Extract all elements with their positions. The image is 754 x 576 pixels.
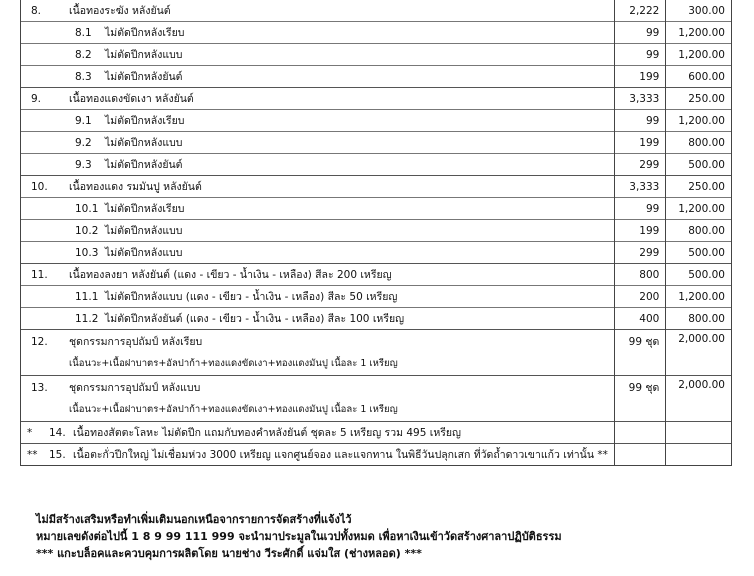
price-cell: 1,200.00 <box>666 198 732 220</box>
item-cell <box>21 286 615 308</box>
item-cell <box>21 88 615 110</box>
table-row <box>21 376 732 422</box>
item-number: 8.2 <box>75 49 92 61</box>
table-row <box>21 264 732 286</box>
item-cell <box>21 264 615 286</box>
item-cell <box>21 242 615 264</box>
table-row <box>21 132 732 154</box>
item-detail: เนื้อนวะ+เนื้อฝาบาตร+อัลปาก้า+ทองแดงขัดเงา+ทองแดงมันปู เนื้อละ 1 เหรียญ <box>69 404 398 415</box>
price-cell: 250.00 <box>666 176 732 198</box>
item-number: 11. <box>31 269 48 281</box>
price-cell: 500.00 <box>666 154 732 176</box>
price-cell <box>666 422 732 444</box>
table-row <box>21 110 732 132</box>
footer-notes <box>36 511 562 562</box>
item-name: ไม่ตัดปีกหลังยันต์ <box>105 71 183 83</box>
item-name: ชุดกรรมการอุปถัมป์ หลังแบบ <box>69 382 201 394</box>
price-cell: 800.00 <box>666 220 732 242</box>
footer-line-2: หมายเลขดังต่อไปนี้ 1 8 9 99 111 999 จะนำมาประมูลในเวปทั้งหมด เพื่อหาเงินเข้าวัดสร้างศาลาปฏิบัติธรรม <box>36 530 562 543</box>
table-row <box>21 444 732 466</box>
item-cell <box>21 308 615 330</box>
item-number: 9.2 <box>75 137 92 149</box>
quantity-cell: 199 <box>614 66 665 88</box>
item-number: 13. <box>31 382 48 394</box>
item-cell <box>21 220 615 242</box>
quantity-cell <box>614 444 665 466</box>
item-name: ไม่ตัดปีกหลังเรียบ <box>105 203 185 215</box>
quantity-cell: 3,333 <box>614 88 665 110</box>
quantity-cell: 199 <box>614 132 665 154</box>
item-number: 9.1 <box>75 115 92 127</box>
quantity-cell: 99 <box>614 22 665 44</box>
price-table <box>20 0 732 466</box>
price-cell: 800.00 <box>666 132 732 154</box>
quantity-cell: 400 <box>614 308 665 330</box>
item-cell <box>21 444 615 466</box>
item-cell <box>21 422 615 444</box>
quantity-cell: 299 <box>614 154 665 176</box>
price-cell: 800.00 <box>666 308 732 330</box>
item-name: ไม่ตัดปีกหลังเรียบ <box>105 115 185 127</box>
item-number: 10.1 <box>75 203 99 215</box>
item-name: ไม่ตัดปีกหลังแบบ <box>105 137 183 149</box>
item-number: 14. <box>49 427 66 439</box>
item-name: เนื้อทองลงยา หลังยันต์ (แดง - เขียว - น้ำเงิน - เหลือง) สีละ 200 เหรียญ <box>69 269 392 281</box>
table-row <box>21 330 732 376</box>
item-name: เนื้อทองแดงขัดเงา หลังยันต์ <box>69 93 194 105</box>
table-row <box>21 0 732 22</box>
item-number: 8.1 <box>75 27 92 39</box>
note-mark: ** <box>27 449 38 461</box>
item-number: 12. <box>31 336 48 348</box>
price-cell: 250.00 <box>666 88 732 110</box>
quantity-cell: 200 <box>614 286 665 308</box>
item-name: เนื้อทองสัตตะโลหะ ไม่ตัดปีก แถมกับทองคำหลังยันต์ ชุดละ 5 เหรียญ รวม 495 เหรียญ <box>73 427 461 439</box>
item-cell <box>21 330 615 376</box>
item-cell <box>21 66 615 88</box>
item-detail: เนื้อนวะ+เนื้อฝาบาตร+อัลปาก้า+ทองแดงขัดเงา+ทองแดงมันปู เนื้อละ 1 เหรียญ <box>69 358 398 369</box>
quantity-cell: 99 ชุด <box>614 376 665 422</box>
table-row <box>21 422 732 444</box>
item-cell <box>21 22 615 44</box>
quantity-cell: 2,222 <box>614 0 665 22</box>
item-name: ชุดกรรมการอุปถัมป์ หลังเรียบ <box>69 336 203 348</box>
table-row <box>21 198 732 220</box>
item-name: ไม่ตัดปีกหลังยันต์ (แดง - เขียว - น้ำเงิน - เหลือง) สีละ 100 เหรียญ <box>105 313 405 325</box>
quantity-cell: 3,333 <box>614 176 665 198</box>
table-row <box>21 154 732 176</box>
item-number: 10. <box>31 181 48 193</box>
quantity-cell: 299 <box>614 242 665 264</box>
item-number: 8.3 <box>75 71 92 83</box>
table-row <box>21 88 732 110</box>
table-row <box>21 44 732 66</box>
price-cell: 1,200.00 <box>666 110 732 132</box>
table-row <box>21 66 732 88</box>
item-name: เนื้อทองแดง รมมันปู หลังยันต์ <box>69 181 202 193</box>
item-number: 10.2 <box>75 225 99 237</box>
price-cell: 500.00 <box>666 242 732 264</box>
item-number: 15. <box>49 449 66 461</box>
price-cell: 600.00 <box>666 66 732 88</box>
item-name: ไม่ตัดปีกหลังแบบ <box>105 247 183 259</box>
footer-line-3: *** แกะบล็อคและควบคุมการผลิตโดย นายช่าง วีระศักดิ์ แจ่มใส (ช่างหลอด) *** <box>36 547 422 560</box>
item-name: เนื้อทองระฆัง หลังยันต์ <box>69 5 171 17</box>
price-cell <box>666 444 732 466</box>
item-cell <box>21 376 615 422</box>
quantity-cell: 99 ชุด <box>614 330 665 376</box>
price-cell: 300.00 <box>666 0 732 22</box>
price-cell: 500.00 <box>666 264 732 286</box>
item-name: เนื้อตะกั่วปีกใหญ่ ไม่เชื่อมห่วง 3000 เหรียญ แจกศูนย์จอง และแจกทาน ในพิธีวันปลุกเสก ที่วัดถ้ำดาวเขาแก้ว เท่านั้น ** <box>73 449 608 461</box>
item-name: ไม่ตัดปีกหลังยันต์ <box>105 159 183 171</box>
item-number: 9. <box>31 93 42 105</box>
item-number: 10.3 <box>75 247 99 259</box>
item-cell <box>21 176 615 198</box>
quantity-cell: 99 <box>614 44 665 66</box>
item-cell <box>21 110 615 132</box>
item-name: ไม่ตัดปีกหลังแบบ (แดง - เขียว - น้ำเงิน - เหลือง) สีละ 50 เหรียญ <box>105 291 398 303</box>
item-cell <box>21 44 615 66</box>
table-row <box>21 176 732 198</box>
price-cell: 2,000.00 <box>666 330 732 376</box>
item-cell <box>21 132 615 154</box>
quantity-cell: 199 <box>614 220 665 242</box>
quantity-cell: 99 <box>614 198 665 220</box>
footer-line-1: ไม่มีสร้างเสริมหรือทำเพิ่มเติมนอกเหนือจากรายการจัดสร้างที่แจ้งไว้ <box>36 513 352 526</box>
quantity-cell: 99 <box>614 110 665 132</box>
item-number: 8. <box>31 5 42 17</box>
table-row <box>21 220 732 242</box>
item-name: ไม่ตัดปีกหลังแบบ <box>105 225 183 237</box>
item-number: 11.2 <box>75 313 99 325</box>
price-cell: 1,200.00 <box>666 286 732 308</box>
quantity-cell <box>614 422 665 444</box>
table-row <box>21 286 732 308</box>
price-cell: 2,000.00 <box>666 376 732 422</box>
item-cell <box>21 154 615 176</box>
item-cell <box>21 198 615 220</box>
item-number: 11.1 <box>75 291 99 303</box>
price-cell: 1,200.00 <box>666 22 732 44</box>
table-row <box>21 22 732 44</box>
price-cell: 1,200.00 <box>666 44 732 66</box>
item-cell <box>21 0 615 22</box>
item-name: ไม่ตัดปีกหลังแบบ <box>105 49 183 61</box>
table-row <box>21 308 732 330</box>
item-number: 9.3 <box>75 159 92 171</box>
note-mark: * <box>27 427 33 439</box>
item-name: ไม่ตัดปีกหลังเรียบ <box>105 27 185 39</box>
table-row <box>21 242 732 264</box>
quantity-cell: 800 <box>614 264 665 286</box>
